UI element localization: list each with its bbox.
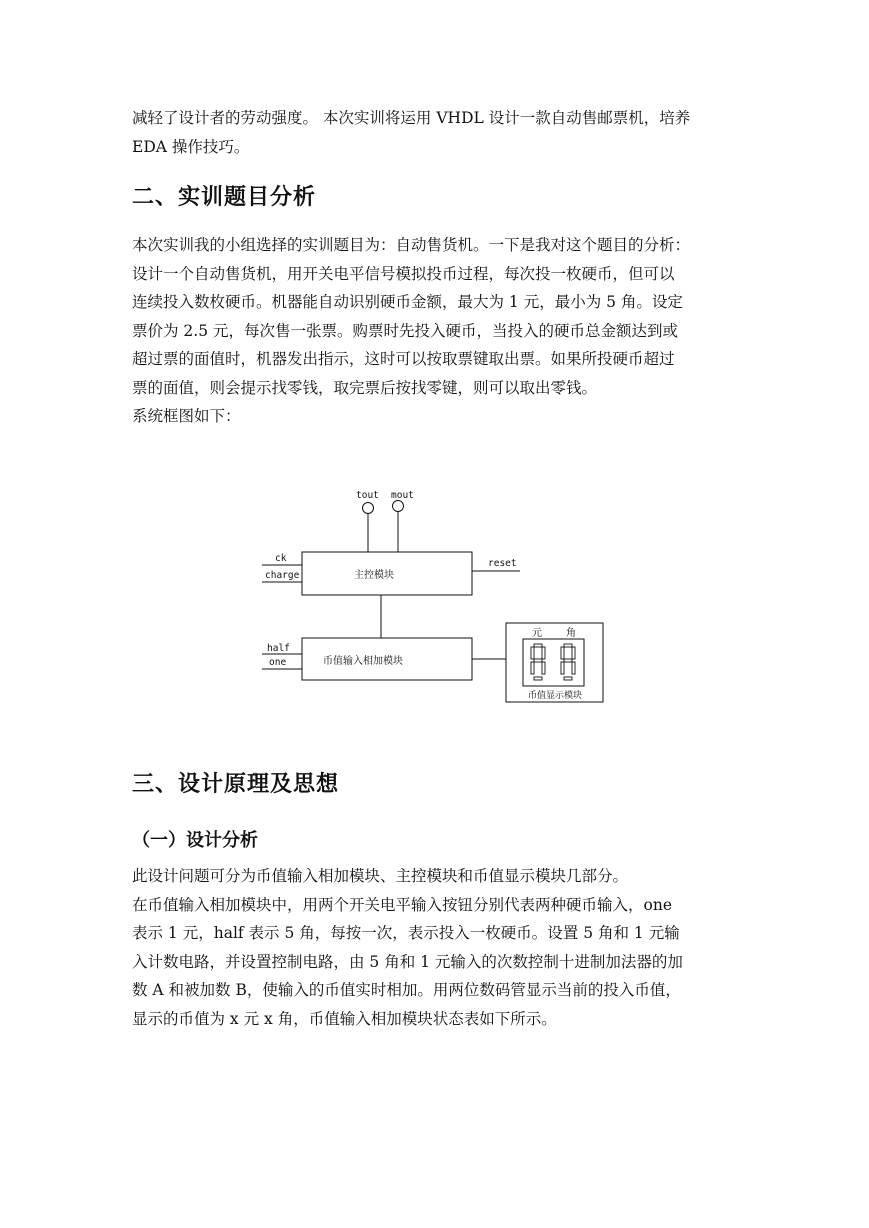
segment-g xyxy=(564,659,572,662)
segment-c xyxy=(572,662,575,674)
section2-line: 票的面值，则会提示找零钱，取完票后按找零键，则可以取出零钱。 xyxy=(132,378,598,397)
segment-a xyxy=(534,644,542,647)
ck-label: ck xyxy=(275,553,287,564)
adder-module-label: 币值输入相加模块 xyxy=(323,656,403,667)
section3-subheading: （一）设计分析 xyxy=(132,830,258,851)
section3-line: 表示 1 元，half 表示 5 角，每按一次，表示投入一枚硬币。设置 5 角和 1 元输 xyxy=(132,924,680,942)
section2-line: 系统框图如下： xyxy=(132,407,241,425)
display-module-label: 币值显示模块 xyxy=(528,691,583,701)
segment-g xyxy=(534,659,542,662)
section2-line: 票价为 2.5 元，每次售一张票。购票时先投入硬币，当投入的硬币总金额达到或 xyxy=(132,321,679,340)
tout-indicator xyxy=(363,503,374,514)
charge-label: charge xyxy=(265,570,300,581)
segment-d xyxy=(564,677,572,680)
half-label: half xyxy=(267,643,290,654)
segment-b xyxy=(572,647,575,659)
segment-a xyxy=(564,644,572,647)
tout-label: tout xyxy=(356,490,379,501)
section2-line: 设计一个自动售货机，用开关电平信号模拟投币过程，每次投一枚硬币，但可以 xyxy=(132,264,675,283)
section3-paragraph xyxy=(132,862,738,1033)
display-yuan-label: 元 xyxy=(532,628,542,639)
intro-line: 减轻了设计者的劳动强度。 本次实训将运用 VHDL 设计一款自动售邮票机，培养 xyxy=(132,109,691,127)
section2-line: 本次实训我的小组选择的实训题目为：自动售货机。一下是我对这个题目的分析： xyxy=(132,236,691,254)
section3-line: 入计数电路，并设置控制电路，由 5 角和 1 元输入的次数控制十进制加法器的加 xyxy=(132,952,683,971)
segment-c xyxy=(542,662,545,674)
intro-line: EDA 操作技巧。 xyxy=(132,137,250,156)
section3-line: 显示的币值为 x 元 x 角，币值输入相加模块状态表如下所示。 xyxy=(132,1009,557,1028)
segment-f xyxy=(531,647,534,659)
mout-indicator xyxy=(393,501,404,512)
reset-label: reset xyxy=(488,558,517,569)
segment-d xyxy=(534,677,542,680)
segment-f xyxy=(561,647,564,659)
segment-e xyxy=(561,662,564,674)
section2-line: 超过票的面值时，机器发出指示，这时可以按取票键取出票。如果所投硬币超过 xyxy=(132,350,675,368)
section3-line: 数 A 和被加数 B，使输入的币值实时相加。用两位数码管显示当前的投入币值， xyxy=(132,981,681,999)
seven-segment-digit-yuan xyxy=(531,644,545,680)
segment-e xyxy=(531,662,534,674)
one-label: one xyxy=(269,657,287,668)
display-jiao-label: 角 xyxy=(566,628,576,639)
section3-line: 此设计问题可分为币值输入相加模块、主控模块和币值显示模块几部分。 xyxy=(132,867,629,885)
section3-heading: 三、设计原理及思想 xyxy=(132,772,340,797)
seven-segment-digit-jiao xyxy=(561,644,575,680)
section3-line: 在币值输入相加模块中，用两个开关电平输入按钮分别代表两种硬币输入，one xyxy=(132,895,672,914)
main-module-label: 主控模块 xyxy=(354,570,394,581)
section2-heading: 二、实训题目分析 xyxy=(132,185,317,210)
mout-label: mout xyxy=(391,490,414,501)
segment-b xyxy=(542,647,545,659)
section2-line: 连续投入数枚硬币。机器能自动识别硬币金额，最大为 1 元，最小为 5 角。设定 xyxy=(132,293,683,311)
